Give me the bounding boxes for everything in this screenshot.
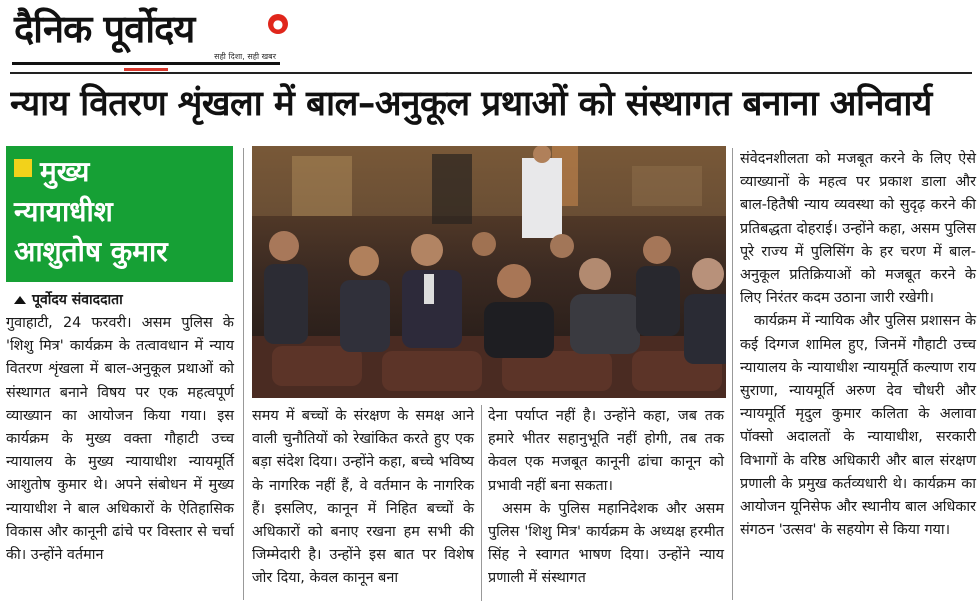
audience-photo-illustration	[252, 146, 726, 398]
paragraph: गुवाहाटी, 24 फरवरी। असम पुलिस के 'शिशु मित्र' कार्यक्रम के तत्वावधान में न्याय वितरण शृंखला में बाल-अनुकूल प्रथाओं को संस्थागत बनाने विषय पर एक महत्वपूर्ण व्याख्यान का आयोजन किया गया। इस कार्यक्रम के मुख्य वक्ता गौहाटी उच्च न्यायालय के मुख्य न्यायाधीश न्यायमूर्ति आशुतोष कुमार थे। अपने संबोधन में मुख्य न्यायाधीश ने बाल अधिकारों के ऐतिहासिक विकास और कानूनी ढांचे पर विस्तार से चर्चा की। उन्होंने वर्तमान	[6, 315, 234, 564]
article-headline: न्याय वितरण शृंखला में बाल–अनुकूल प्रथाओं को संस्थागत बनाना अनिवार्य	[10, 72, 972, 136]
event-photo	[252, 146, 726, 398]
triangle-icon	[14, 296, 26, 304]
paragraph: संवेदनशीलता को मजबूत करने के लिए ऐसे व्याख्यानों के महत्व पर प्रकाश डाला और बाल-हितैषी न्याय व्यवस्था को सुदृढ़ करने की प्रतिबद्धता दोहराई। उन्होंने कहा, असम पुलिस पूरे राज्य में पुलिसिंग के हर चरण में बाल-अनुकूल प्रतिक्रियाओं को मजबूत करने के लिए निरंतर कदम उठाना जारी रखेगी।	[740, 151, 976, 307]
highlight-line-3: आशुतोष कुमार	[14, 235, 168, 268]
byline-text: पूर्वोदय संवाददाता	[32, 292, 123, 308]
masthead-rule	[12, 62, 280, 65]
highlight-line-1: मुख्य	[40, 155, 90, 188]
article-column-1	[6, 312, 234, 567]
column-divider	[481, 405, 482, 601]
newspaper-tagline: सही दिशा, सही खबर	[214, 52, 276, 61]
logo-sun-icon: ●	[268, 14, 288, 34]
paragraph: कार्यक्रम में न्यायिक और पुलिस प्रशासन के कई दिग्गज शामिल हुए, जिनमें गौहाटी उच्च न्यायालय के न्यायाधीश न्यायमूर्ति कल्याण राय सुराणा, न्यायमूर्ति अरुण देव चौधरी और न्यायमूर्ति मृदुल कुमार कलिता के अलावा पॉक्सो अदालतों के न्यायाधीश, सरकारी विभागों के वरिष्ठ अधिकारी और बाल संरक्षण प्रणाली के प्रमुख कर्तव्यधारी थे। कार्यक्रम का आयोजन यूनिसेफ और स्थानीय बाल अधिकार संगठन 'उत्सव' के सहयोग से किया गया।	[740, 313, 976, 539]
article-column-3	[488, 405, 724, 591]
paragraph: देना पर्याप्त नहीं है। उन्होंने कहा, जब तक हमारे भीतर सहानुभूति नहीं होगी, तब तक केवल एक मजबूत कानूनी ढांचा कानून को प्रभावी नहीं बना सकता।	[488, 408, 724, 494]
masthead	[12, 6, 284, 68]
paragraph: समय में बच्चों के संरक्षण के समक्ष आने वाली चुनौतियों को रेखांकित करते हुए एक बड़ा संदेश दिया। उन्होंने कहा, बच्चे भविष्य के नागरिक नहीं हैं, वे वर्तमान के नागरिक हैं। इसलिए, कानून में निहित बच्चों के अधिकारों को बनाए रखना हम सभी की जिम्मेदारी है। उन्होंने इस बात पर विशेष जोर दिया, केवल कानून बना	[252, 408, 474, 587]
newspaper-logo: दैनिक पूर्वोदय	[14, 7, 195, 51]
paragraph: असम के पुलिस महानिदेशक और असम पुलिस 'शिशु मित्र' कार्यक्रम के अध्यक्ष हरमीत सिंह ने स्वागत भाषण दिया। उन्होंने न्याय प्रणाली में संस्थागत	[488, 500, 724, 587]
bullet-square-icon	[14, 159, 32, 177]
masthead-accent-bar	[124, 68, 168, 71]
highlight-box	[6, 146, 233, 282]
article-column-4	[740, 148, 976, 542]
column-divider	[243, 148, 244, 600]
column-divider	[732, 148, 733, 600]
byline	[14, 290, 123, 309]
highlight-line-2: न्यायाधीश	[14, 195, 113, 228]
article-column-2	[252, 405, 474, 591]
